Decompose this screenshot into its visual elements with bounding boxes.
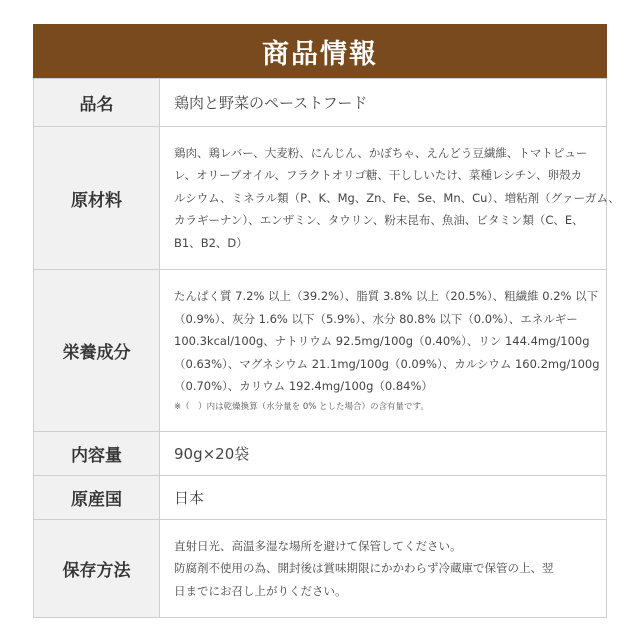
table-row-content [34,432,607,476]
ingredients-line: レ、オリーブオイル、フラクトオリゴ糖、干ししいたけ、菜種レシチン、卵殻カ [174,168,583,183]
nutrition-line: 100.3kcal/100g、ナトリウム 92.5mg/100g（0.40%）、リン 144.4mg/100g [174,334,590,349]
table-row-ingredients [34,127,607,270]
ingredients-line: ルシウム、ミネラル類（P、K、Mg、Zn、Fe、Se、Mn、Cu）、増粘剤（グァーガム、 [174,190,620,205]
ingredients-line: B1、B2、D） [174,235,248,250]
value-origin: 日本 [160,476,607,520]
storage-line: 日までにお召し上がりください。 [174,583,347,598]
table-row-origin [34,476,607,520]
ingredients-line: カラギーナン）、エンザミン、タウリン、粉末昆布、魚油、ビタミン類（C、E、 [174,213,584,228]
storage-line: 防腐剤不使用の為、開封後は賞味期限にかかわらず冷蔵庫で保管の上、翌 [174,561,554,576]
label-name: 品名 [34,79,160,127]
product-spec-table [33,78,620,618]
nutrition-line: たんぱく質 7.2% 以上（39.2%）、脂質 3.8% 以上（20.5%）、粗繊維 0.2% 以下 [174,289,599,304]
label-content: 内容量 [34,432,160,476]
value-name: 鶏肉と野菜のペーストフード [160,79,607,127]
ingredients-line: 鶏肉、鶏レバー、大麦粉、にんじん、かぼちゃ、えんどう豆繊維、トマトピュー [174,145,588,160]
value-storage [160,520,607,618]
label-origin: 原産国 [34,476,160,520]
table-row-name [34,79,607,127]
value-content: 90g×20袋 [160,432,607,476]
nutrition-line: （0.63%）、マグネシウム 21.1mg/100g（0.09%）、カルシウム 160.2mg/100g [174,356,600,371]
page-title: 商品情報 [262,38,378,70]
table-row-nutrition [34,270,607,432]
label-ingredients: 原材料 [34,127,160,270]
value-ingredients [160,127,620,270]
label-nutrition: 栄養成分 [34,270,160,432]
storage-line: 直射日光、高温多湿な場所を避けて保管してください。 [174,538,462,553]
label-storage: 保存方法 [34,520,160,618]
nutrition-note: ※（ ）内は乾燥換算（水分量を 0% とした場合）の含有量です。 [174,401,429,412]
nutrition-line: （0.70%）、カリウム 192.4mg/100g（0.84%） [174,379,433,394]
table-row-storage [34,520,607,618]
value-nutrition [160,270,607,432]
title-banner [33,24,607,78]
nutrition-line: （0.9%）、灰分 1.6% 以下（5.9%）、水分 80.8% 以下（0.0%）、エネルギー [174,311,578,326]
